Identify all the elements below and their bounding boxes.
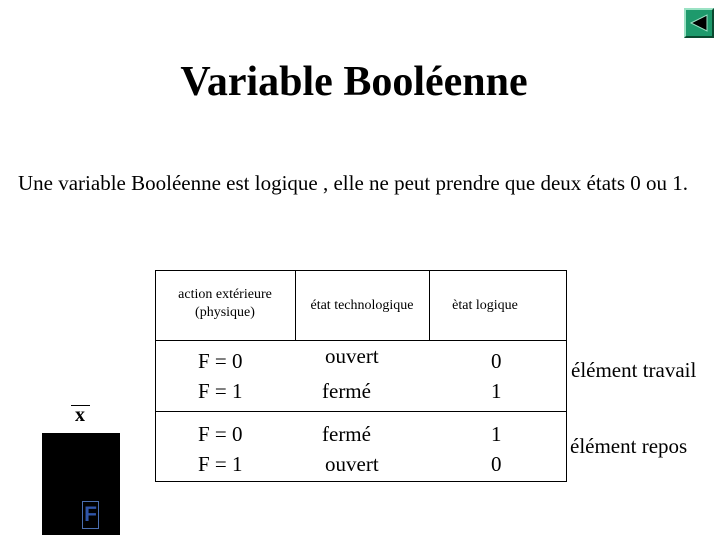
- table-border-left: [155, 270, 156, 482]
- f-label: F: [82, 501, 99, 529]
- header-separator: [155, 340, 567, 341]
- g1-tech-1: ouvert: [325, 344, 379, 368]
- g1-action-2: F = 1: [198, 379, 243, 403]
- label-element-repos: élément repos: [570, 434, 688, 458]
- g1-logic-2: 1: [491, 379, 502, 403]
- group-separator: [155, 411, 567, 412]
- table-border-top: [155, 270, 567, 271]
- g2-tech-1: fermé: [322, 422, 371, 446]
- g1-tech-2: fermé: [322, 379, 371, 403]
- table-border-bottom: [155, 481, 567, 482]
- back-arrow-icon: [688, 12, 710, 34]
- header-action: [160, 286, 290, 322]
- x-complement-label: x: [75, 404, 85, 426]
- back-nav-button[interactable]: [684, 8, 714, 38]
- header-logic: ètat logique: [452, 298, 518, 313]
- header-tech: état technologique: [310, 298, 414, 313]
- page-title: Variable Booléenne: [180, 59, 528, 105]
- intro-text: Une variable Booléenne est logique , elle ne peut prendre que deux états 0 ou 1.: [18, 171, 689, 195]
- g1-logic-1: 0: [491, 349, 502, 373]
- g2-logic-1: 1: [491, 422, 502, 446]
- g1-action-1: F = 0: [198, 349, 243, 373]
- switch-graphic: [42, 433, 120, 535]
- label-element-travail: élément travail: [571, 358, 697, 382]
- g2-action-1: F = 0: [198, 422, 243, 446]
- g2-tech-2: ouvert: [325, 452, 379, 476]
- g2-logic-2: 0: [491, 452, 502, 476]
- header-action-label: action extérieure: [178, 287, 272, 302]
- table-border-right: [566, 270, 567, 482]
- g2-action-2: F = 1: [198, 452, 243, 476]
- header-action-sublabel: (physique): [195, 305, 255, 320]
